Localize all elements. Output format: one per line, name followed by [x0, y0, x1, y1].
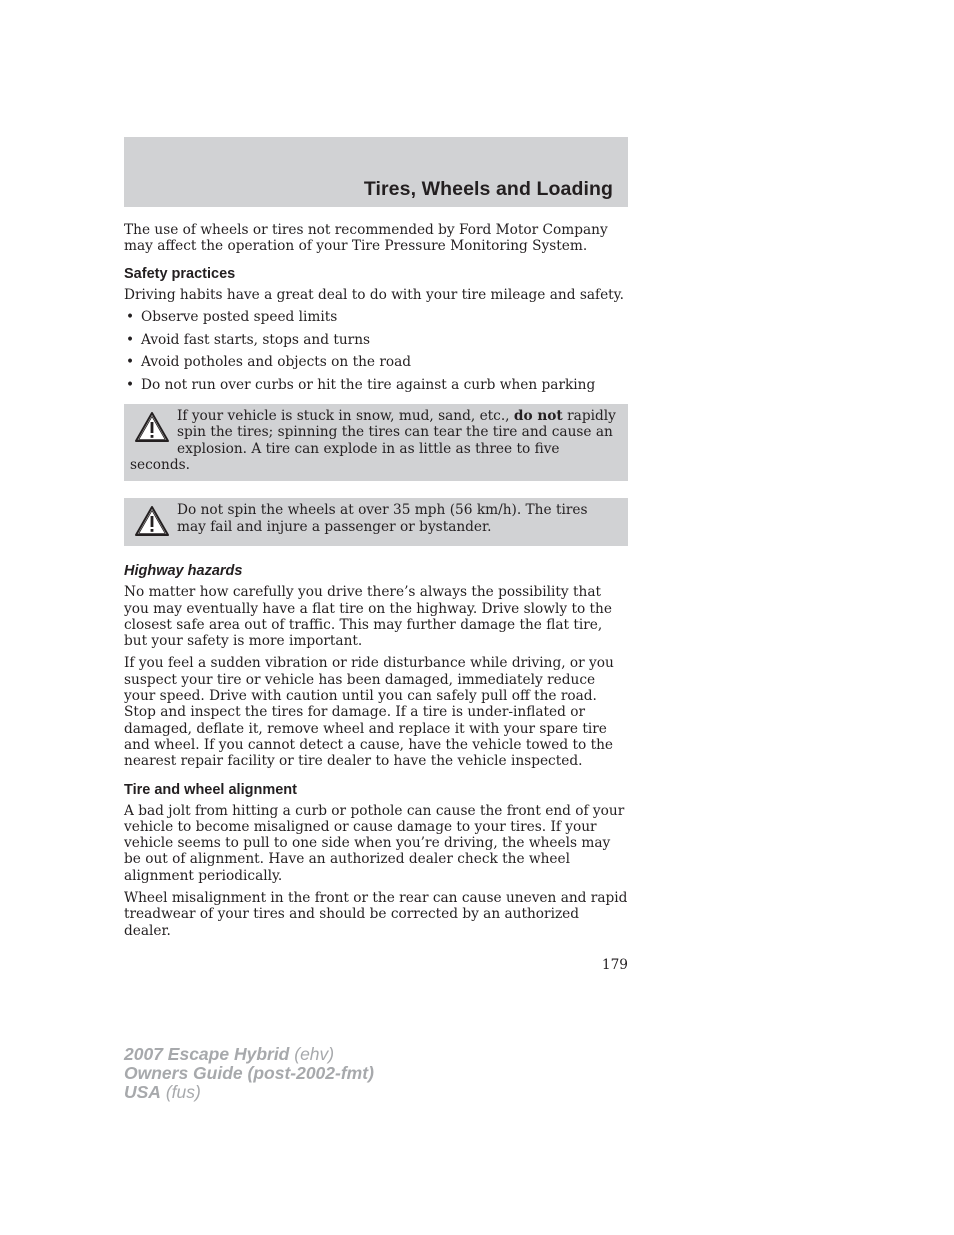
bullet-icon: •: [126, 331, 135, 348]
warning-triangle-icon: [134, 505, 170, 537]
alignment-heading: Tire and wheel alignment: [124, 781, 297, 798]
document-footer: [124, 1045, 374, 1102]
list-item: • Do not run over curbs or hit the tire against a curb when parking: [126, 377, 596, 394]
footer-line-1: 2007 Escape Hybrid (ehv): [124, 1044, 335, 1064]
bullet-icon: •: [126, 354, 135, 371]
warning-text: If your vehicle is stuck in snow, mud, sand, etc., do not rapidly spin the tires; spinning the tires can tear the tire and cause an explosion. A tire can explode in as little as three to five seconds.: [130, 408, 616, 473]
alignment-paragraph-2: Wheel misalignment in the front or the rear can cause uneven and rapid treadwear of your tires and should be corrected by an authorized dealer.: [124, 890, 628, 939]
footer-line-3: USA (fus): [124, 1082, 201, 1102]
safety-heading: Safety practices: [124, 265, 236, 282]
safety-list: [124, 309, 628, 394]
page-number: 179: [601, 956, 628, 973]
list-item: • Avoid potholes and objects on the road: [126, 354, 412, 371]
section-title: Tires, Wheels and Loading: [363, 178, 613, 200]
list-item: • Avoid fast starts, stops and turns: [126, 331, 371, 348]
highway-paragraph-1: No matter how carefully you drive there’s always the possibility that you may eventually have a flat tire on the highway. Drive slowly to the closest safe area out of traffic. This may further damage the flat tire, but your safety is more important.: [124, 584, 612, 650]
highway-heading: Highway hazards: [124, 563, 243, 580]
safety-paragraph: Driving habits have a great deal to do with your tire mileage and safety.: [124, 286, 624, 303]
list-item: • Observe posted speed limits: [126, 308, 338, 325]
bullet-icon: •: [126, 377, 135, 394]
warning-box: [124, 404, 628, 481]
manual-page: [124, 137, 628, 973]
warning-triangle-icon: [134, 411, 170, 443]
bullet-icon: •: [126, 308, 135, 325]
warning-box: [124, 498, 628, 546]
highway-paragraph-2: If you feel a sudden vibration or ride disturbance while driving, or you suspect your tire or vehicle has been damaged, immediately reduce your speed. Drive with caution until you can safely pull off the road. Stop and inspect the tires for damage. If a tire is under-inflated or damaged, deflate it, remove wheel and replace it with your spare tire and wheel. If you cannot detect a cause, have the vehicle towed to the nearest repair facility or tire dealer to have the vehicle inspected.: [124, 655, 614, 770]
footer-line-2: Owners Guide (post-2002-fmt): [124, 1063, 374, 1083]
alignment-paragraph-1: A bad jolt from hitting a curb or pothole can cause the front end of your vehicle to become misaligned or cause damage to your tires. If your vehicle seems to pull to one side when you’re driving, the wheels may be out of alignment. Have an authorized dealer check the wheel alignment periodically.: [124, 802, 625, 884]
warning-text: Do not spin the wheels at over 35 mph (56 km/h). The tires may fail and injure a passenger or bystander.: [177, 502, 588, 535]
section-header: [124, 137, 628, 207]
intro-paragraph: The use of wheels or tires not recommended by Ford Motor Company may affect the operation of your Tire Pressure Monitoring System.: [124, 222, 608, 255]
